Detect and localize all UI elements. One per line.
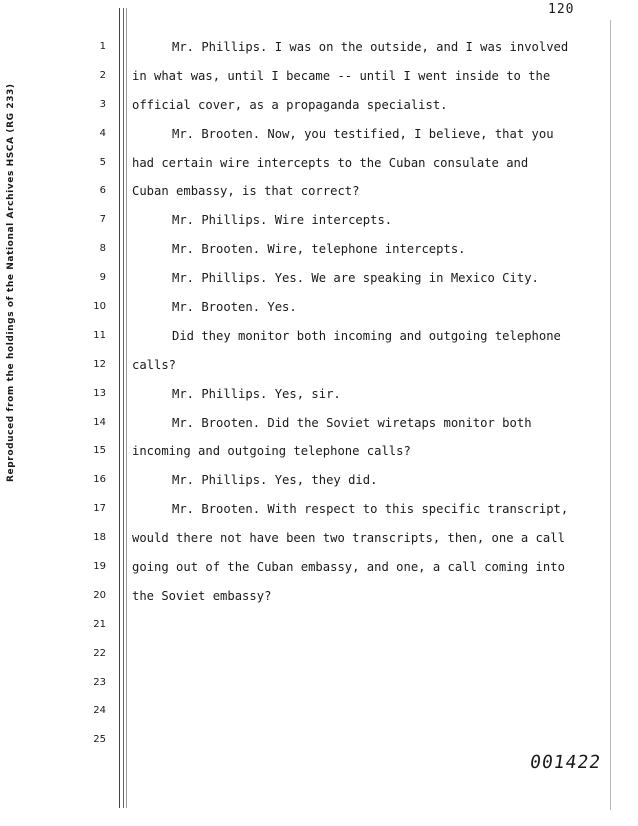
line-number: 1 xyxy=(99,41,106,52)
line-number: 21 xyxy=(93,618,106,630)
line-number: 9 xyxy=(99,272,106,284)
document-stamp-number: 001422 xyxy=(528,752,603,773)
line-number: 15 xyxy=(93,445,106,457)
line-number: 23 xyxy=(93,676,106,688)
line-number: 20 xyxy=(93,589,106,601)
transcript-line xyxy=(132,616,602,645)
transcript-line: Cuban embassy, is that correct? xyxy=(132,184,360,199)
transcript-line: going out of the Cuban embassy, and one, a call coming into xyxy=(132,560,565,575)
line-number: 25 xyxy=(93,734,106,746)
transcript-line: the Soviet embassy? xyxy=(132,588,272,603)
transcript-line: Did they monitor both incoming and outgoing telephone xyxy=(172,328,561,343)
line-number-column xyxy=(88,40,106,762)
left-margin-rule-inner xyxy=(126,8,127,808)
transcript-line xyxy=(132,702,602,731)
transcript-line: incoming and outgoing telephone calls? xyxy=(132,444,411,459)
transcript-line xyxy=(132,674,602,703)
page-number: 120 xyxy=(548,2,575,17)
right-margin-rule xyxy=(610,20,611,810)
line-number: 18 xyxy=(93,532,106,544)
left-margin-rule xyxy=(119,8,124,808)
line-number: 8 xyxy=(99,243,106,255)
line-number: 5 xyxy=(99,156,106,168)
line-number: 13 xyxy=(93,387,106,399)
line-number: 11 xyxy=(93,329,106,341)
line-number: 22 xyxy=(93,647,106,659)
transcript-line xyxy=(132,645,602,674)
line-number: 16 xyxy=(93,474,106,486)
transcript-line: would there not have been two transcripts, then, one a call xyxy=(132,531,565,546)
line-number: 3 xyxy=(99,98,106,110)
transcript-line: Mr. Phillips. Wire intercepts. xyxy=(172,213,393,228)
line-number: 14 xyxy=(93,416,106,428)
transcript-line: official cover, as a propaganda specialist. xyxy=(132,97,448,112)
line-number: 12 xyxy=(93,358,106,370)
transcript-text xyxy=(132,38,602,760)
line-number: 7 xyxy=(99,214,106,226)
transcript-line: had certain wire intercepts to the Cuban consulate and xyxy=(132,155,529,170)
transcript-line: Mr. Brooten. With respect to this specific transcript, xyxy=(172,502,569,517)
transcript-line: Mr. Brooten. Yes. xyxy=(172,300,297,315)
transcript-line: Mr. Phillips. I was on the outside, and I was involved xyxy=(172,40,569,54)
line-number: 24 xyxy=(93,705,106,717)
transcript-line: Mr. Phillips. Yes, they did. xyxy=(172,473,378,488)
line-number: 4 xyxy=(99,127,106,139)
line-number: 19 xyxy=(93,561,106,573)
line-number: 10 xyxy=(93,301,106,313)
line-number: 6 xyxy=(99,185,106,197)
line-number: 2 xyxy=(99,69,106,81)
transcript-line: Mr. Phillips. Yes. We are speaking in Mexico City. xyxy=(172,271,539,286)
transcript-line: Mr. Phillips. Yes, sir. xyxy=(172,386,341,401)
archive-side-note: Reproduced from the holdings of the National Archives HSCA (RG 233) xyxy=(6,83,16,482)
transcript-line: calls? xyxy=(132,357,177,372)
transcript-line: Mr. Brooten. Now, you testified, I believe, that you xyxy=(172,126,554,141)
transcript-line: in what was, until I became -- until I went inside to the xyxy=(132,68,551,83)
transcript-line: Mr. Brooten. Did the Soviet wiretaps monitor both xyxy=(172,415,532,430)
line-number: 17 xyxy=(93,503,106,515)
transcript-line: Mr. Brooten. Wire, telephone intercepts. xyxy=(172,242,466,257)
